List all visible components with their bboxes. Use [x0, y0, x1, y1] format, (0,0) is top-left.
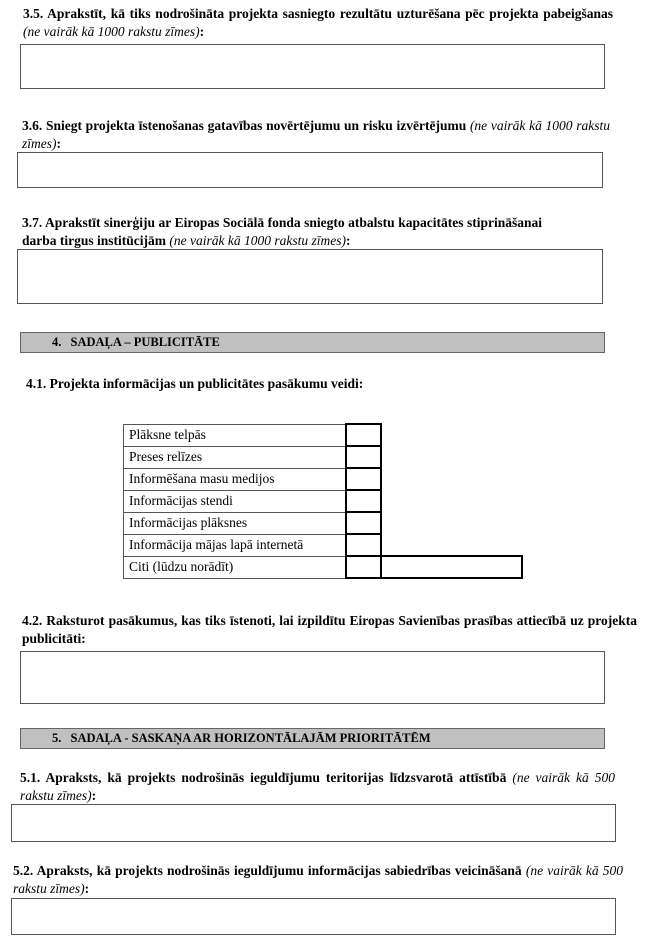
question-3-5-suffix: :	[199, 24, 205, 39]
question-3-6-suffix: :	[56, 136, 61, 151]
publicity-option-checkbox[interactable]	[346, 512, 381, 534]
publicity-option-row-other	[124, 556, 522, 578]
publicity-option-checkbox[interactable]	[346, 490, 381, 512]
question-3-7	[22, 214, 542, 250]
question-3-6	[22, 117, 610, 153]
publicity-option-row	[124, 490, 522, 512]
section-4-title: SADAĻA – PUBLICITĀTE	[70, 335, 220, 349]
publicity-option-checkbox[interactable]	[346, 424, 381, 446]
question-5-2-hint: (ne vairāk kā 500 rakstu zīmes)	[13, 863, 624, 896]
publicity-option-checkbox[interactable]	[346, 534, 381, 556]
question-3-5-hint: (ne vairāk kā 1000 rakstu zīmes)	[23, 24, 200, 39]
question-4-2-text: 4.2. Raksturot pasākumus, kas tiks īstenoti, lai izpildītu Eiropas Savienības prasības attiecībā uz projekta publicitāti:	[22, 613, 637, 646]
question-4-1	[26, 375, 616, 393]
publicity-option-row	[124, 512, 522, 534]
question-5-1-hint: (ne vairāk kā 500 rakstu zīmes)	[20, 770, 616, 803]
answer-box-5-2[interactable]	[11, 898, 616, 935]
section-4-number: 4.	[52, 335, 62, 349]
question-3-7-suffix: :	[345, 233, 351, 248]
question-4-2	[22, 612, 637, 648]
answer-box-4-2[interactable]	[20, 651, 605, 704]
publicity-option-label: Plāksne telpās	[124, 424, 346, 446]
question-5-2-suffix: :	[84, 881, 90, 896]
question-3-7-text: 3.7. Aprakstīt sinerģiju ar Eiropas Sociālā fonda sniegto atbalstu kapacitātes stiprināšanai darba tirgus institūcijām	[22, 215, 542, 248]
question-3-6-hint: (ne vairāk kā 1000 rakstu zīmes)	[22, 118, 611, 151]
question-5-1-text: 5.1. Apraksts, kā projekts nodrošinās ieguldījumu teritorijas līdzsvarotā attīstībā	[20, 770, 507, 785]
question-4-1-text: 4.1. Projekta informācijas un publicitātes pasākumu veidi:	[26, 376, 364, 391]
section-5-number: 5.	[52, 731, 62, 745]
publicity-options-table	[123, 423, 523, 579]
publicity-option-row	[124, 468, 522, 490]
question-3-6-text: 3.6. Sniegt projekta īstenošanas gatavības novērtējumu un risku izvērtējumu	[22, 118, 467, 133]
answer-box-5-1[interactable]	[11, 804, 616, 842]
answer-box-3-5[interactable]	[20, 44, 605, 89]
publicity-option-row	[124, 446, 522, 468]
publicity-option-checkbox[interactable]	[346, 468, 381, 490]
publicity-option-label: Informācijas plāksnes	[124, 512, 346, 534]
section-4-header	[20, 332, 605, 353]
question-3-5	[23, 5, 613, 41]
publicity-other-specify-field[interactable]	[381, 556, 522, 578]
question-5-1-suffix: :	[91, 788, 97, 803]
answer-box-3-6[interactable]	[17, 152, 603, 188]
question-5-2-text: 5.2. Apraksts, kā projekts nodrošinās ieguldījumu informācijas sabiedrības veicināšanā	[13, 863, 522, 878]
publicity-option-checkbox[interactable]	[346, 556, 381, 578]
publicity-option-row	[124, 424, 522, 446]
question-3-7-hint: (ne vairāk kā 1000 rakstu zīmes)	[169, 233, 346, 248]
publicity-option-label: Citi (lūdzu norādīt)	[124, 556, 346, 578]
publicity-option-label: Informācijas stendi	[124, 490, 346, 512]
section-5-header	[20, 728, 605, 749]
question-3-5-text: 3.5. Aprakstīt, kā tiks nodrošināta projekta sasniegto rezultātu uzturēšana pēc projekta pabeigšanas	[23, 6, 613, 21]
publicity-option-label: Preses relīzes	[124, 446, 346, 468]
publicity-option-label: Informēšana masu medijos	[124, 468, 346, 490]
question-5-1	[20, 769, 615, 805]
section-5-title: SADAĻA - SASKAŅA AR HORIZONTĀLAJĀM PRIORITĀTĒM	[70, 731, 431, 745]
publicity-option-label: Informācija mājas lapā internetā	[124, 534, 346, 556]
publicity-option-row	[124, 534, 522, 556]
publicity-option-checkbox[interactable]	[346, 446, 381, 468]
question-5-2	[13, 862, 623, 898]
answer-box-3-7[interactable]	[17, 249, 603, 304]
